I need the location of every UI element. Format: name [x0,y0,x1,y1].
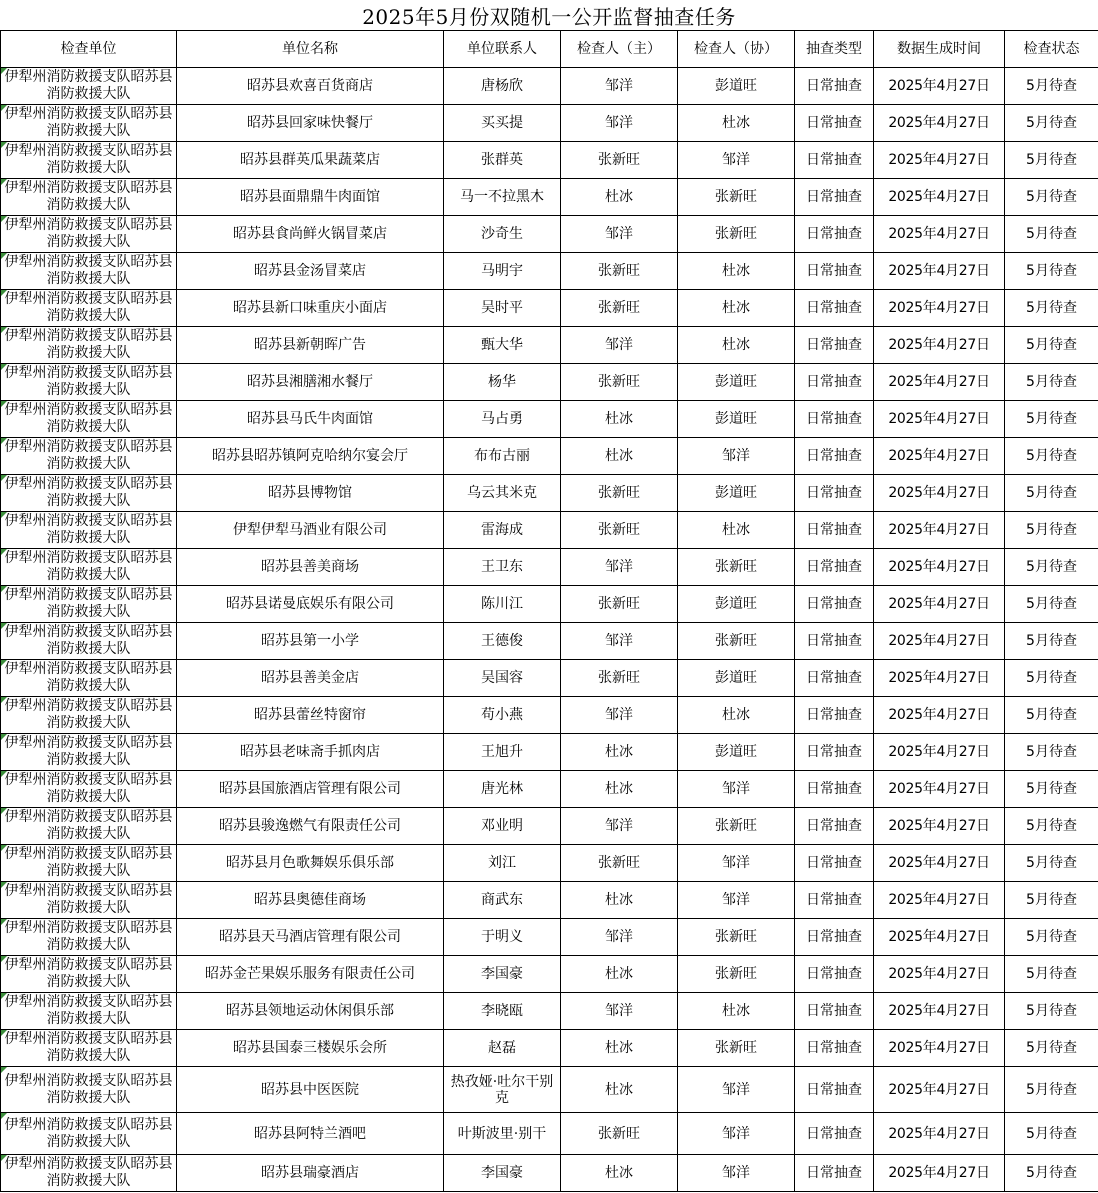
cell-main-inspector: 杜冰 [561,734,678,771]
cell-status: 5月待查 [1005,327,1098,364]
cell-contact: 苟小燕 [444,697,561,734]
cell-date: 2025年4月27日 [874,327,1005,364]
cell-main-inspector: 杜冰 [561,401,678,438]
table-row [1,1113,1098,1155]
col-header-unit: 检查单位 [1,31,177,68]
cell-contact: 吴国容 [444,660,561,697]
cell-main-inspector: 邹洋 [561,105,678,142]
table-row [1,475,1098,512]
cell-main-inspector: 邹洋 [561,919,678,956]
cell-unit: 伊犁州消防救援支队昭苏县消防救援大队 [1,68,177,105]
cell-main-inspector: 张新旺 [561,290,678,327]
cell-date: 2025年4月27日 [874,438,1005,475]
cell-main-inspector: 邹洋 [561,808,678,845]
cell-status: 5月待查 [1005,364,1098,401]
cell-main-inspector: 邹洋 [561,327,678,364]
cell-unit: 伊犁州消防救援支队昭苏县消防救援大队 [1,1067,177,1113]
cell-unit: 伊犁州消防救援支队昭苏县消防救援大队 [1,586,177,623]
table-row [1,290,1098,327]
cell-main-inspector: 杜冰 [561,771,678,808]
cell-type: 日常抽查 [795,105,874,142]
cell-contact: 李国豪 [444,956,561,993]
cell-name: 昭苏县博物馆 [177,475,444,512]
header-row [1,31,1098,68]
cell-type: 日常抽查 [795,1155,874,1192]
cell-assist-inspector: 彭道旺 [678,68,795,105]
cell-type: 日常抽查 [795,438,874,475]
cell-assist-inspector: 彭道旺 [678,364,795,401]
cell-date: 2025年4月27日 [874,845,1005,882]
cell-name: 昭苏县新口味重庆小面店 [177,290,444,327]
cell-main-inspector: 杜冰 [561,956,678,993]
inspection-table [0,30,1098,1192]
cell-date: 2025年4月27日 [874,179,1005,216]
table-row [1,882,1098,919]
cell-unit: 伊犁州消防救援支队昭苏县消防救援大队 [1,179,177,216]
cell-assist-inspector: 彭道旺 [678,475,795,512]
table-row [1,623,1098,660]
cell-unit: 伊犁州消防救援支队昭苏县消防救援大队 [1,697,177,734]
cell-date: 2025年4月27日 [874,771,1005,808]
cell-name: 昭苏县面鼎鼎牛肉面馆 [177,179,444,216]
cell-unit: 伊犁州消防救援支队昭苏县消防救援大队 [1,1030,177,1067]
cell-unit: 伊犁州消防救援支队昭苏县消防救援大队 [1,882,177,919]
cell-name: 昭苏县老味斋手抓肉店 [177,734,444,771]
cell-unit: 伊犁州消防救援支队昭苏县消防救援大队 [1,993,177,1030]
table-row [1,808,1098,845]
cell-status: 5月待查 [1005,1067,1098,1113]
cell-type: 日常抽查 [795,549,874,586]
cell-status: 5月待查 [1005,438,1098,475]
cell-unit: 伊犁州消防救援支队昭苏县消防救援大队 [1,660,177,697]
cell-assist-inspector: 邹洋 [678,1067,795,1113]
cell-contact: 王旭升 [444,734,561,771]
cell-name: 昭苏县马氏牛肉面馆 [177,401,444,438]
cell-main-inspector: 张新旺 [561,253,678,290]
cell-status: 5月待查 [1005,956,1098,993]
col-header-contact: 单位联系人 [444,31,561,68]
cell-type: 日常抽查 [795,364,874,401]
cell-contact: 马明宇 [444,253,561,290]
cell-date: 2025年4月27日 [874,660,1005,697]
cell-main-inspector: 邹洋 [561,216,678,253]
cell-type: 日常抽查 [795,660,874,697]
cell-contact: 热孜娅·吐尔干别克 [444,1067,561,1113]
table-row [1,660,1098,697]
table-row [1,549,1098,586]
cell-main-inspector: 杜冰 [561,1030,678,1067]
col-header-date: 数据生成时间 [874,31,1005,68]
cell-status: 5月待查 [1005,697,1098,734]
cell-assist-inspector: 杜冰 [678,697,795,734]
cell-status: 5月待查 [1005,1155,1098,1192]
cell-date: 2025年4月27日 [874,253,1005,290]
cell-type: 日常抽查 [795,142,874,179]
cell-status: 5月待查 [1005,808,1098,845]
cell-contact: 王卫东 [444,549,561,586]
cell-contact: 陈川江 [444,586,561,623]
table-row [1,956,1098,993]
table-row [1,993,1098,1030]
cell-type: 日常抽查 [795,216,874,253]
cell-type: 日常抽查 [795,808,874,845]
cell-status: 5月待查 [1005,68,1098,105]
cell-unit: 伊犁州消防救援支队昭苏县消防救援大队 [1,290,177,327]
cell-name: 伊犁伊犁马酒业有限公司 [177,512,444,549]
cell-unit: 伊犁州消防救援支队昭苏县消防救援大队 [1,253,177,290]
cell-main-inspector: 杜冰 [561,1067,678,1113]
cell-status: 5月待查 [1005,290,1098,327]
cell-assist-inspector: 杜冰 [678,512,795,549]
page-title: 2025年5月份双随机一公开监督抽查任务 [362,5,736,29]
cell-status: 5月待查 [1005,105,1098,142]
cell-main-inspector: 张新旺 [561,845,678,882]
cell-assist-inspector: 杜冰 [678,993,795,1030]
cell-assist-inspector: 杜冰 [678,290,795,327]
cell-date: 2025年4月27日 [874,364,1005,401]
cell-date: 2025年4月27日 [874,586,1005,623]
cell-name: 昭苏县骏逸燃气有限责任公司 [177,808,444,845]
cell-type: 日常抽查 [795,623,874,660]
cell-contact: 吴时平 [444,290,561,327]
cell-status: 5月待查 [1005,401,1098,438]
cell-assist-inspector: 张新旺 [678,808,795,845]
cell-unit: 伊犁州消防救援支队昭苏县消防救援大队 [1,956,177,993]
cell-status: 5月待查 [1005,845,1098,882]
cell-contact: 商武东 [444,882,561,919]
table-row [1,401,1098,438]
cell-assist-inspector: 邹洋 [678,845,795,882]
cell-status: 5月待查 [1005,771,1098,808]
cell-unit: 伊犁州消防救援支队昭苏县消防救援大队 [1,1113,177,1155]
cell-unit: 伊犁州消防救援支队昭苏县消防救援大队 [1,808,177,845]
cell-main-inspector: 张新旺 [561,660,678,697]
table-row [1,1155,1098,1192]
cell-name: 昭苏金芒果娱乐服务有限责任公司 [177,956,444,993]
cell-date: 2025年4月27日 [874,290,1005,327]
cell-name: 昭苏县月色歌舞娱乐俱乐部 [177,845,444,882]
cell-assist-inspector: 杜冰 [678,253,795,290]
cell-assist-inspector: 张新旺 [678,1030,795,1067]
cell-contact: 唐光林 [444,771,561,808]
cell-type: 日常抽查 [795,475,874,512]
cell-main-inspector: 杜冰 [561,882,678,919]
cell-date: 2025年4月27日 [874,1067,1005,1113]
cell-status: 5月待查 [1005,919,1098,956]
cell-contact: 乌云其米克 [444,475,561,512]
cell-main-inspector: 邹洋 [561,697,678,734]
cell-contact: 唐杨欣 [444,68,561,105]
cell-name: 昭苏县湘膳湘水餐厅 [177,364,444,401]
table-row [1,327,1098,364]
cell-contact: 李国豪 [444,1155,561,1192]
cell-name: 昭苏县善美商场 [177,549,444,586]
table-row [1,771,1098,808]
cell-name: 昭苏县瑞豪酒店 [177,1155,444,1192]
cell-unit: 伊犁州消防救援支队昭苏县消防救援大队 [1,401,177,438]
cell-type: 日常抽查 [795,771,874,808]
table-row [1,438,1098,475]
cell-type: 日常抽查 [795,290,874,327]
cell-name: 昭苏县食尚鲜火锅冒菜店 [177,216,444,253]
cell-status: 5月待查 [1005,512,1098,549]
cell-contact: 李晓瓯 [444,993,561,1030]
cell-contact: 邓业明 [444,808,561,845]
cell-contact: 沙奇生 [444,216,561,253]
cell-date: 2025年4月27日 [874,623,1005,660]
table-row [1,364,1098,401]
cell-assist-inspector: 邹洋 [678,142,795,179]
cell-status: 5月待查 [1005,549,1098,586]
col-header-assist-inspector: 检查人（协） [678,31,795,68]
cell-main-inspector: 张新旺 [561,142,678,179]
cell-main-inspector: 邹洋 [561,623,678,660]
cell-date: 2025年4月27日 [874,68,1005,105]
cell-date: 2025年4月27日 [874,808,1005,845]
cell-assist-inspector: 张新旺 [678,179,795,216]
cell-status: 5月待查 [1005,734,1098,771]
cell-type: 日常抽查 [795,253,874,290]
cell-type: 日常抽查 [795,1113,874,1155]
cell-type: 日常抽查 [795,956,874,993]
cell-assist-inspector: 张新旺 [678,919,795,956]
cell-type: 日常抽查 [795,845,874,882]
cell-name: 昭苏县国旅酒店管理有限公司 [177,771,444,808]
cell-date: 2025年4月27日 [874,512,1005,549]
table-row [1,253,1098,290]
cell-status: 5月待查 [1005,1113,1098,1155]
table-row [1,179,1098,216]
cell-status: 5月待查 [1005,475,1098,512]
col-header-name: 单位名称 [177,31,444,68]
table-row [1,142,1098,179]
cell-name: 昭苏县蕾丝特窗帘 [177,697,444,734]
cell-contact: 马一不拉黑木 [444,179,561,216]
cell-date: 2025年4月27日 [874,1030,1005,1067]
cell-type: 日常抽查 [795,1067,874,1113]
cell-status: 5月待查 [1005,179,1098,216]
cell-contact: 马占勇 [444,401,561,438]
table-row [1,105,1098,142]
cell-assist-inspector: 邹洋 [678,771,795,808]
cell-date: 2025年4月27日 [874,549,1005,586]
cell-date: 2025年4月27日 [874,216,1005,253]
cell-date: 2025年4月27日 [874,475,1005,512]
cell-name: 昭苏县新朝晖广告 [177,327,444,364]
cell-status: 5月待查 [1005,216,1098,253]
cell-date: 2025年4月27日 [874,956,1005,993]
cell-name: 昭苏县领地运动休闲俱乐部 [177,993,444,1030]
cell-unit: 伊犁州消防救援支队昭苏县消防救援大队 [1,105,177,142]
cell-status: 5月待查 [1005,660,1098,697]
cell-assist-inspector: 邹洋 [678,882,795,919]
cell-unit: 伊犁州消防救援支队昭苏县消防救援大队 [1,919,177,956]
table-row [1,734,1098,771]
cell-unit: 伊犁州消防救援支队昭苏县消防救援大队 [1,845,177,882]
cell-contact: 赵磊 [444,1030,561,1067]
col-header-type: 抽查类型 [795,31,874,68]
cell-type: 日常抽查 [795,993,874,1030]
cell-type: 日常抽查 [795,697,874,734]
cell-name: 昭苏县金汤冒菜店 [177,253,444,290]
cell-type: 日常抽查 [795,401,874,438]
cell-type: 日常抽查 [795,882,874,919]
cell-type: 日常抽查 [795,1030,874,1067]
table-row [1,586,1098,623]
cell-contact: 甄大华 [444,327,561,364]
cell-unit: 伊犁州消防救援支队昭苏县消防救援大队 [1,512,177,549]
cell-assist-inspector: 邹洋 [678,438,795,475]
cell-contact: 叶斯波里·别干 [444,1113,561,1155]
cell-assist-inspector: 张新旺 [678,216,795,253]
cell-name: 昭苏县善美金店 [177,660,444,697]
cell-unit: 伊犁州消防救援支队昭苏县消防救援大队 [1,549,177,586]
cell-date: 2025年4月27日 [874,1113,1005,1155]
cell-type: 日常抽查 [795,512,874,549]
cell-unit: 伊犁州消防救援支队昭苏县消防救援大队 [1,438,177,475]
cell-type: 日常抽查 [795,734,874,771]
cell-status: 5月待查 [1005,882,1098,919]
cell-date: 2025年4月27日 [874,697,1005,734]
cell-date: 2025年4月27日 [874,882,1005,919]
cell-main-inspector: 邹洋 [561,68,678,105]
cell-unit: 伊犁州消防救援支队昭苏县消防救援大队 [1,734,177,771]
cell-name: 昭苏县阿特兰酒吧 [177,1113,444,1155]
table-row [1,216,1098,253]
table-row [1,1067,1098,1113]
cell-name: 昭苏县中医医院 [177,1067,444,1113]
cell-assist-inspector: 彭道旺 [678,734,795,771]
cell-unit: 伊犁州消防救援支队昭苏县消防救援大队 [1,216,177,253]
cell-assist-inspector: 杜冰 [678,327,795,364]
cell-assist-inspector: 彭道旺 [678,660,795,697]
cell-status: 5月待查 [1005,142,1098,179]
table-row [1,68,1098,105]
cell-date: 2025年4月27日 [874,993,1005,1030]
cell-assist-inspector: 张新旺 [678,956,795,993]
cell-contact: 雷海成 [444,512,561,549]
cell-type: 日常抽查 [795,327,874,364]
cell-status: 5月待查 [1005,623,1098,660]
cell-status: 5月待查 [1005,253,1098,290]
cell-assist-inspector: 邹洋 [678,1113,795,1155]
cell-assist-inspector: 彭道旺 [678,586,795,623]
table-row [1,845,1098,882]
cell-type: 日常抽查 [795,586,874,623]
cell-date: 2025年4月27日 [874,919,1005,956]
cell-unit: 伊犁州消防救援支队昭苏县消防救援大队 [1,771,177,808]
cell-contact: 买买提 [444,105,561,142]
cell-unit: 伊犁州消防救援支队昭苏县消防救援大队 [1,142,177,179]
cell-name: 昭苏县回家味快餐厅 [177,105,444,142]
cell-date: 2025年4月27日 [874,142,1005,179]
cell-contact: 王德俊 [444,623,561,660]
cell-status: 5月待查 [1005,586,1098,623]
cell-assist-inspector: 杜冰 [678,105,795,142]
cell-name: 昭苏县昭苏镇阿克哈纳尔宴会厅 [177,438,444,475]
cell-status: 5月待查 [1005,1030,1098,1067]
cell-main-inspector: 邹洋 [561,549,678,586]
cell-main-inspector: 张新旺 [561,1113,678,1155]
cell-name: 昭苏县国泰三楼娱乐会所 [177,1030,444,1067]
cell-type: 日常抽查 [795,919,874,956]
cell-contact: 张群英 [444,142,561,179]
col-header-main-inspector: 检查人（主） [561,31,678,68]
cell-assist-inspector: 张新旺 [678,549,795,586]
cell-main-inspector: 张新旺 [561,586,678,623]
cell-main-inspector: 杜冰 [561,1155,678,1192]
cell-type: 日常抽查 [795,179,874,216]
cell-main-inspector: 邹洋 [561,993,678,1030]
cell-date: 2025年4月27日 [874,105,1005,142]
cell-name: 昭苏县奥德佳商场 [177,882,444,919]
table-row [1,1030,1098,1067]
cell-main-inspector: 杜冰 [561,438,678,475]
cell-unit: 伊犁州消防救援支队昭苏县消防救援大队 [1,364,177,401]
cell-main-inspector: 张新旺 [561,475,678,512]
cell-contact: 杨华 [444,364,561,401]
table-row [1,697,1098,734]
cell-main-inspector: 张新旺 [561,512,678,549]
cell-assist-inspector: 邹洋 [678,1155,795,1192]
cell-unit: 伊犁州消防救援支队昭苏县消防救援大队 [1,623,177,660]
cell-name: 昭苏县第一小学 [177,623,444,660]
cell-name: 昭苏县天马酒店管理有限公司 [177,919,444,956]
cell-assist-inspector: 张新旺 [678,623,795,660]
cell-name: 昭苏县诺曼底娱乐有限公司 [177,586,444,623]
cell-type: 日常抽查 [795,68,874,105]
col-header-status: 检查状态 [1005,31,1098,68]
cell-contact: 刘江 [444,845,561,882]
cell-unit: 伊犁州消防救援支队昭苏县消防救援大队 [1,1155,177,1192]
cell-main-inspector: 张新旺 [561,364,678,401]
cell-unit: 伊犁州消防救援支队昭苏县消防救援大队 [1,327,177,364]
cell-date: 2025年4月27日 [874,1155,1005,1192]
cell-contact: 布布古丽 [444,438,561,475]
cell-main-inspector: 杜冰 [561,179,678,216]
cell-contact: 于明义 [444,919,561,956]
table-row [1,919,1098,956]
cell-name: 昭苏县欢喜百货商店 [177,68,444,105]
cell-date: 2025年4月27日 [874,401,1005,438]
table-row [1,512,1098,549]
cell-assist-inspector: 彭道旺 [678,401,795,438]
cell-unit: 伊犁州消防救援支队昭苏县消防救援大队 [1,475,177,512]
cell-status: 5月待查 [1005,993,1098,1030]
cell-name: 昭苏县群英瓜果蔬菜店 [177,142,444,179]
cell-date: 2025年4月27日 [874,734,1005,771]
